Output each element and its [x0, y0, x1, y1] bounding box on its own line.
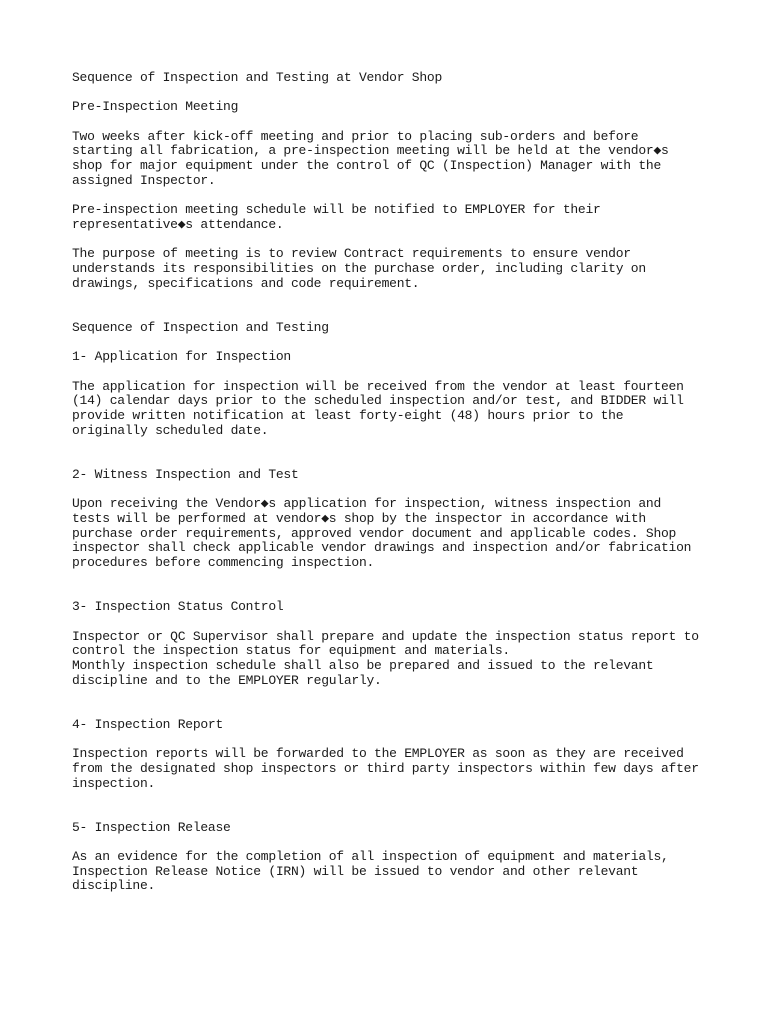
section-body-report: Inspection reports will be forwarded to the EMPLOYER as soon as they are received from the designated shop inspectors or third party inspectors within few days after inspection.: [72, 746, 699, 791]
pre-inspection-paragraph-1: Two weeks after kick-off meeting and prior to placing sub-orders and before starting all fabrication, a pre-inspection meeting will be held at the vendor◆s shop for major equipment under the control of QC (Inspection) Manager with the assigned Inspector.: [72, 128, 669, 188]
section-body-status-control: Inspector or QC Supervisor shall prepare and update the inspection status report to control the inspection status for equipment and materials. Monthly inspection schedule shall also be prepared and issued to the relevant discipline and to the EMPLOYER regularly.: [72, 628, 699, 688]
section-heading-report: 4- Inspection Report: [72, 716, 224, 732]
document-title: Sequence of Inspection and Testing at Vendor Shop: [72, 70, 443, 85]
sequence-heading: Sequence of Inspection and Testing: [72, 319, 329, 335]
section-heading-status-control: 3- Inspection Status Control: [72, 599, 284, 615]
pre-inspection-paragraph-2: Pre-inspection meeting schedule will be notified to EMPLOYER for their representative◆s attendance.: [72, 202, 601, 232]
pre-inspection-paragraph-3: The purpose of meeting is to review Contract requirements to ensure vendor understands its responsibilities on the purchase order, including clarity on drawings, specifications and code requirement.: [72, 246, 646, 291]
section-heading-release: 5- Inspection Release: [72, 819, 231, 835]
section-heading-application: 1- Application for Inspection: [72, 349, 291, 365]
section-body-application: The application for inspection will be received from the vendor at least fourteen (14) calendar days prior to the scheduled inspection and/or test, and BIDDER will provide written notification at least forty-eight (48) hours prior to the originally scheduled date.: [72, 378, 684, 438]
section-body-witness: Upon receiving the Vendor◆s application for inspection, witness inspection and tests will be performed at vendor◆s shop by the inspector in accordance with purchase order requirements, approved vendor document and applicable codes. Shop inspector shall check applicable vendor drawings and inspection and/or fabrication procedures before commencing inspection.: [72, 496, 692, 571]
pre-inspection-heading: Pre-Inspection Meeting: [72, 99, 239, 115]
document-page: [72, 71, 712, 894]
section-heading-witness: 2- Witness Inspection and Test: [72, 466, 299, 482]
section-body-release: As an evidence for the completion of all inspection of equipment and materials, Inspection Release Notice (IRN) will be issued to vendor and other relevant discipline.: [72, 849, 669, 894]
